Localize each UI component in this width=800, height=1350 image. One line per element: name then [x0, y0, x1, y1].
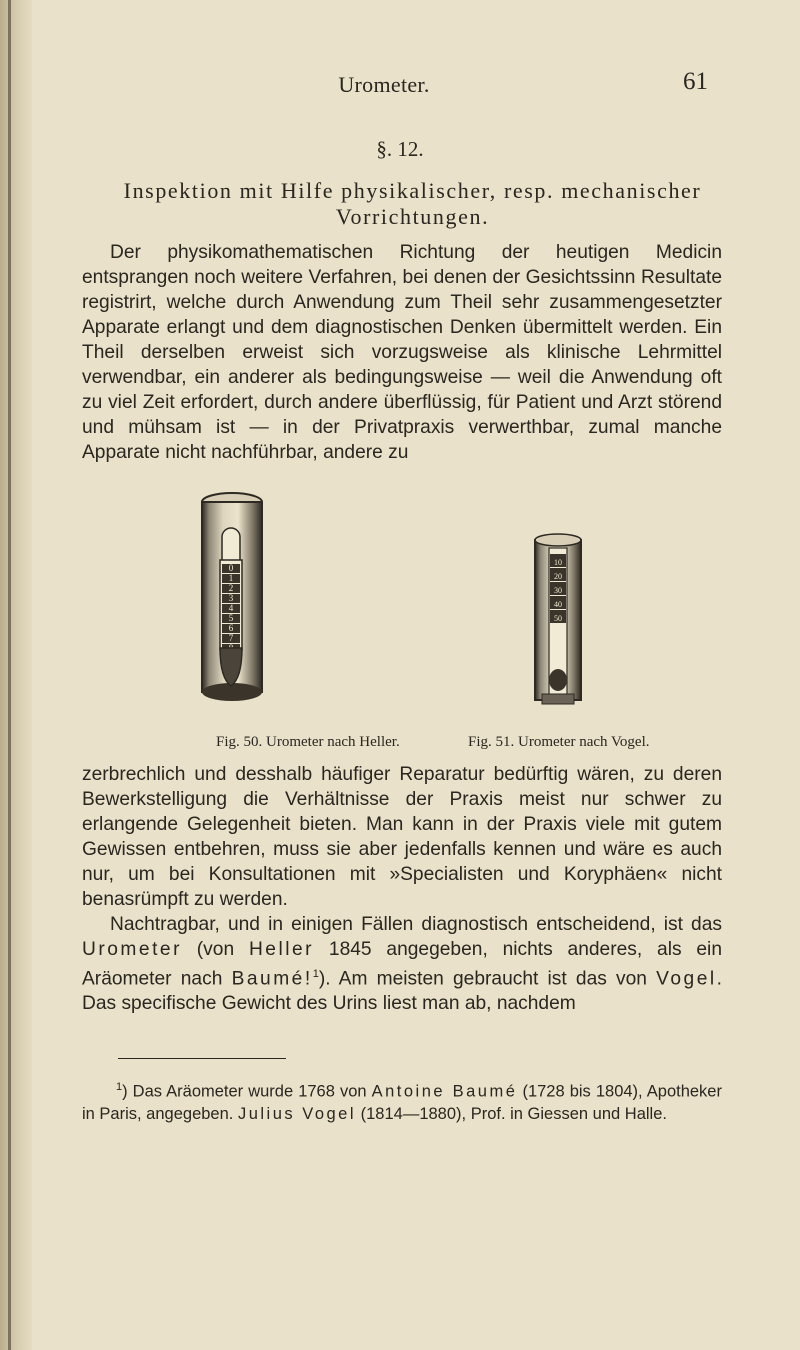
- urometer-illustrations: [150, 480, 690, 720]
- scale-label: 6: [228, 623, 234, 633]
- scale-label: 50: [554, 614, 562, 623]
- name-heller: Heller: [248, 939, 315, 960]
- footnote-text-b: (1728 bis 1804), Apotheker in Paris, angegeben.: [82, 1082, 722, 1123]
- urometer-vogel-figure: [535, 534, 581, 704]
- footnote-rule: [118, 1058, 286, 1059]
- footnote: [82, 1076, 722, 1125]
- term-urometer: Urometer: [82, 939, 182, 960]
- scale-label: 3: [228, 593, 234, 603]
- scale-label: 10: [554, 558, 562, 567]
- vogel-scale: [550, 554, 566, 623]
- paragraph-3-part-e: . Das specifische Gewicht des Urins liest man ab, nachdem: [82, 968, 722, 1015]
- paragraph-1: Der physikomathematischen Richtung der heutigen Medicin entsprangen noch weitere Verfahren, bei denen der Gesichtssinn Resultate registrirt, welche durch Anwendung zum Theil sehr zusammengesetzter Apparate erlangt und dem diagnostischen Denken übermittelt werden. Ein Theil derselben erweist sich vorzugsweise als klinische Lehrmittel verwendbar, ein anderer als bedingungsweise — weil die Anwendung oft zu viel Zeit erfordert, durch andere überflüssig, für Patient und Arzt störend und mühsam ist — in der Privatpraxis verwerthbar, zumal manche Apparate nicht nachführbar, andere zu: [82, 242, 722, 463]
- name-vogel: Vogel: [656, 968, 717, 990]
- scale-label: 1: [228, 573, 234, 583]
- footnote-name-baume: Antoine Baumé: [371, 1082, 518, 1101]
- footnote-text-c: (1814—1880), Prof. in Giessen und Halle.: [360, 1104, 667, 1123]
- paragraph-3-part-b: (von: [196, 939, 235, 960]
- scale-label: 30: [554, 586, 562, 595]
- scale-label: 0: [228, 563, 234, 573]
- scale-label: 7: [228, 633, 234, 643]
- figures-block: [150, 480, 690, 720]
- paragraph-2-3: [82, 762, 722, 1016]
- scale-label: 2: [228, 583, 234, 593]
- name-baume: Baumé!: [231, 968, 313, 990]
- urometer-heller-figure: [202, 493, 262, 701]
- figure-51-caption: Fig. 51. Urometer nach Vogel.: [468, 734, 650, 750]
- running-head: [60, 68, 708, 102]
- footnote-reference: 1: [312, 968, 319, 980]
- running-title: Urometer.: [338, 72, 430, 97]
- footnote-text-a: ) Das Aräometer wurde 1768 von: [122, 1082, 367, 1101]
- heller-scale: [222, 563, 240, 653]
- section-heading: Inspektion mit Hilfe physikalischer, resp. mechanischer Vorrichtungen.: [123, 178, 702, 229]
- page-number: 61: [683, 68, 708, 95]
- scale-label: 5: [228, 613, 234, 623]
- figure-50-caption: Fig. 50. Urometer nach Heller.: [216, 734, 400, 750]
- footnote-marker: 1: [116, 1081, 123, 1093]
- paragraph-3-part-d: ). Am meisten gebraucht ist das von: [318, 968, 647, 990]
- scale-label: 40: [554, 600, 562, 609]
- scale-label: 20: [554, 572, 562, 581]
- paragraph-3-part-c: 1845 angegeben, nichts anderes, als ein Aräometer nach: [82, 939, 722, 990]
- paragraph-3-part-a: Nachtragbar, und in einigen Fällen diagnostisch entscheidend, ist das: [110, 914, 722, 935]
- paragraph-2: zerbrechlich und desshalb häufiger Reparatur bedürftig wären, zu deren Bewerkstelligung die Verhältnisse der Praxis meist nur schwer zu erlangende Gelegenheit bieten. Man kann in der Praxis viele mit gutem Gewissen entbehren, muss sie aber jedenfalls kennen und wäre es auch nur, um bei Konsultationen mit »Specialisten und Koryphäen« nicht benasrümpft zu werden.: [82, 764, 722, 910]
- scale-label: 4: [228, 603, 234, 613]
- footnote-name-vogel: Julius Vogel: [237, 1104, 357, 1123]
- section-number: §. 12.: [376, 137, 424, 161]
